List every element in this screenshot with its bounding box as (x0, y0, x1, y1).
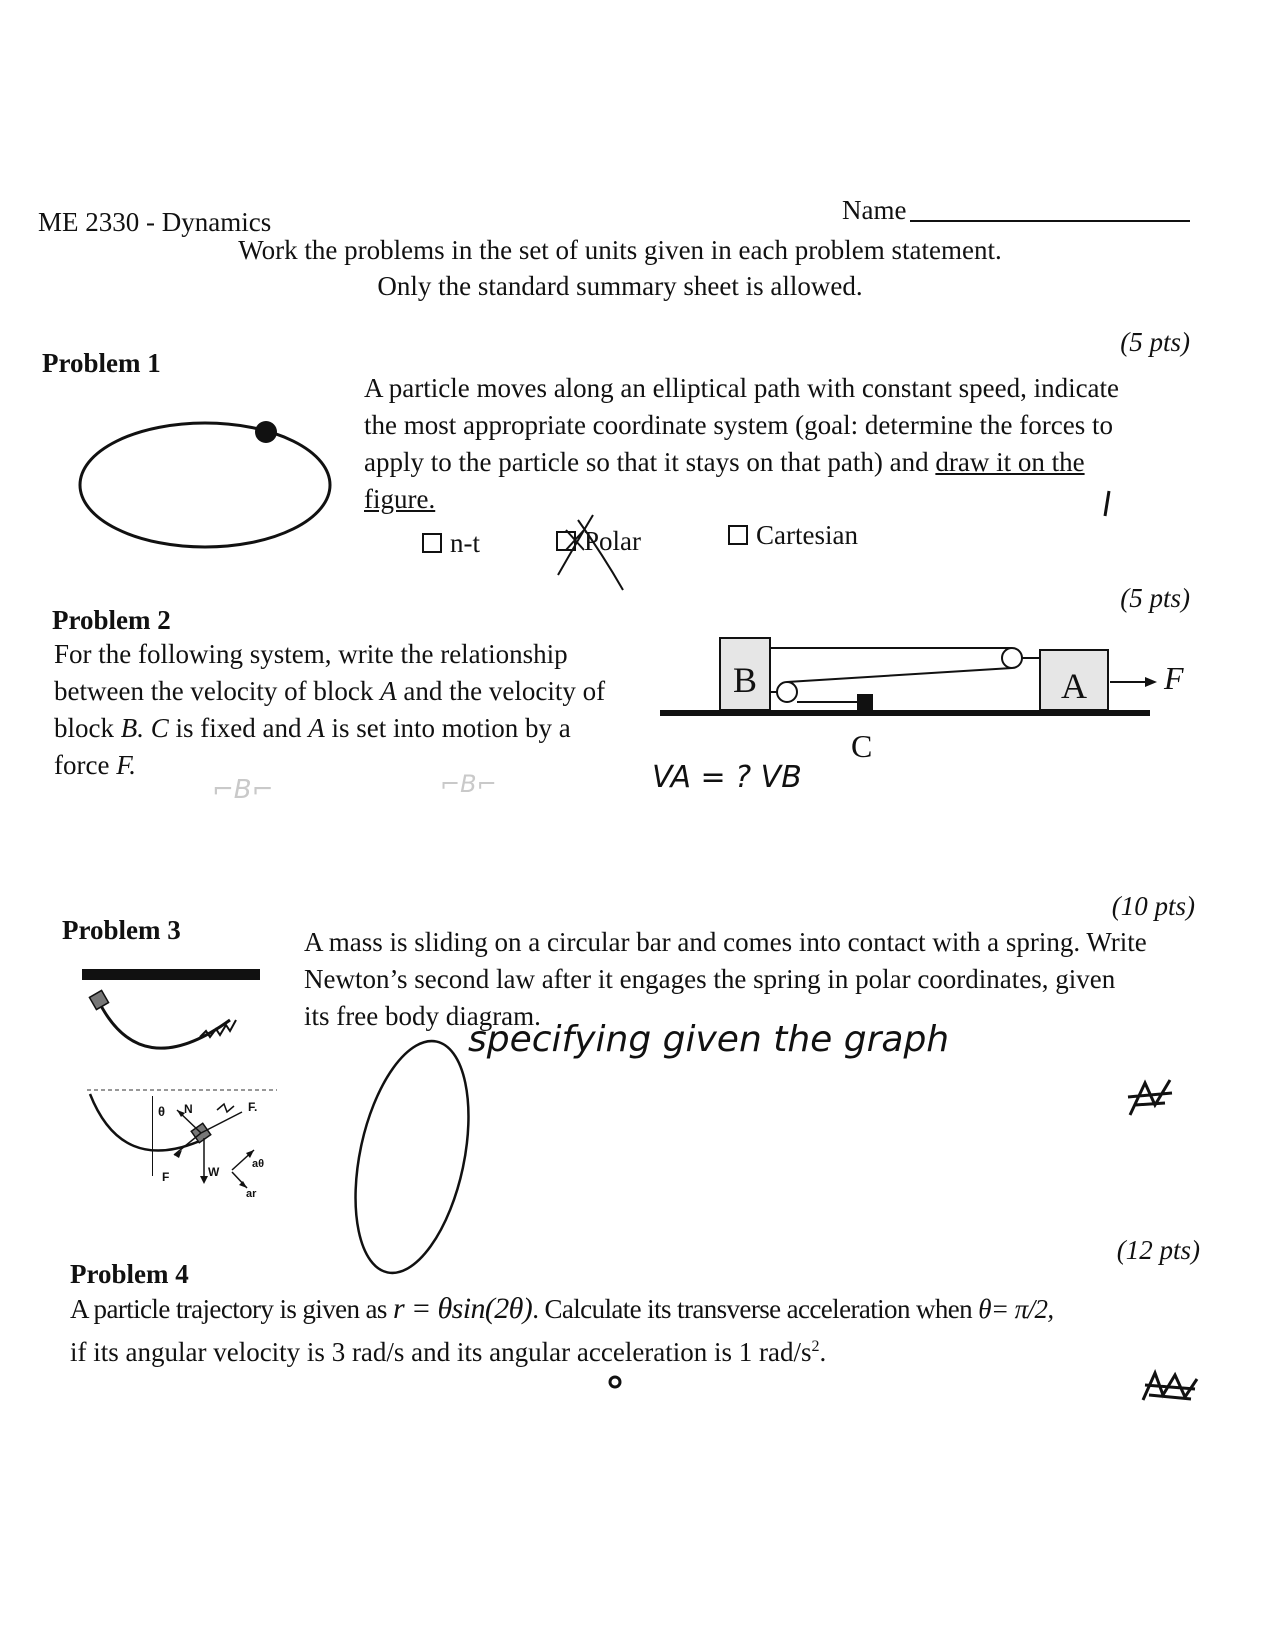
label-c: C (851, 728, 873, 764)
pencil-sketch: ⌐B⌐ (440, 770, 497, 798)
particle-dot (255, 421, 277, 443)
instruction-line-1: Work the problems in the set of units given in each problem statement. (238, 235, 1002, 265)
fbd-label-a-theta: aθ (252, 1158, 265, 1170)
pulley-on-a (1002, 648, 1022, 668)
option-n-t[interactable]: n-t (422, 525, 480, 562)
problem-4-points: (12 pts) (1116, 1235, 1200, 1265)
ellipse-path-figure (70, 415, 360, 565)
problem-3-line-2: Newton’s second law after it engages the spring in polar coordinates, given (304, 964, 1116, 994)
pulley-on-b (777, 682, 797, 702)
problem-3-title: Problem 3 (62, 915, 181, 945)
problem-1-line-4: figure. (364, 484, 436, 514)
problem-1-title: Problem 1 (42, 348, 161, 378)
free-body-diagram (82, 1080, 282, 1205)
sliding-mass (89, 990, 108, 1009)
small-circle-mark (605, 1372, 625, 1392)
checkbox-icon (728, 525, 748, 545)
handwritten-answer: VA = ? VB (652, 760, 802, 795)
course-title: ME 2330 - Dynamics (38, 207, 272, 237)
name-field-line (910, 220, 1190, 222)
problem-2-text (54, 636, 654, 784)
option-polar[interactable]: Polar (556, 523, 641, 560)
problem-1-text (364, 370, 1194, 518)
handwritten-cross-mark (548, 505, 638, 600)
problem-2-line-1: For the following system, write the relationship (54, 639, 568, 669)
name-label: Name (842, 195, 907, 225)
problem-4-line-1: A particle trajectory is given as r = θsin(2θ). Calculate its transverse acceleration when θ= π/2, (70, 1292, 1054, 1325)
handwritten-scribble (1135, 1365, 1205, 1410)
problem-1-line-3: apply to the particle so that it stays on that path) and draw it on the (364, 447, 1085, 477)
handwritten-oval (340, 1035, 490, 1285)
fbd-label-a-r: ar (246, 1188, 257, 1200)
problem-4-line-2: if its angular velocity is 3 rad/s and its angular acceleration is 1 rad/$s^2$. (70, 1337, 827, 1367)
problem-2-line-3: block B. C is fixed and A is set into motion by a (54, 713, 571, 743)
ellipse-path (80, 423, 330, 547)
problem-2-line-2: between the velocity of block A and the velocity of (54, 676, 606, 706)
theta-condition: θ= π/2, (978, 1294, 1054, 1324)
label-a: A (1061, 666, 1087, 706)
fbd-label-w: W (208, 1165, 220, 1179)
handwritten-stroke (1097, 488, 1117, 520)
checkbox-icon (422, 533, 442, 553)
problem-1-line-1: A particle moves along an elliptical path with constant speed, indicate (364, 373, 1120, 403)
problem-2-points: (5 pts) (1120, 583, 1190, 613)
fbd-label-fs: F. (248, 1100, 258, 1114)
circular-bar-figure (80, 965, 265, 1070)
handwritten-note: specifying given the graph (468, 1019, 950, 1060)
fbd-label-theta: θ (158, 1104, 166, 1119)
problem-2-title: Problem 2 (52, 605, 171, 635)
problem-3-line-3: its free body diagram. (304, 1001, 541, 1031)
problem-2-line-4: force F. (54, 750, 136, 780)
problem-3-points: (10 pts) (1111, 891, 1195, 921)
label-f: F (1164, 660, 1184, 696)
circular-bar (98, 1000, 230, 1048)
option-cartesian[interactable]: Cartesian (728, 517, 858, 554)
label-b: B (732, 660, 757, 700)
problem-4-title: Problem 4 (70, 1259, 189, 1289)
fbd-label-n: N (184, 1102, 193, 1116)
instruction-line-2: Only the standard summary sheet is allowed. (377, 271, 863, 301)
fbd-label-fr: F (162, 1170, 170, 1184)
ceiling-support (82, 969, 260, 980)
handwritten-scribble (1120, 1075, 1180, 1125)
trajectory-formula: r = θsin(2θ) (393, 1292, 533, 1325)
problem-1-line-2: the most appropriate coordinate system (goal: determine the forces to (364, 410, 1113, 440)
problem-1-points: (5 pts) (1120, 327, 1190, 357)
pencil-sketch: ⌐B⌐ (212, 775, 274, 805)
problem-3-line-1: A mass is sliding on a circular bar and comes into contact with a spring. Write (304, 927, 1147, 957)
